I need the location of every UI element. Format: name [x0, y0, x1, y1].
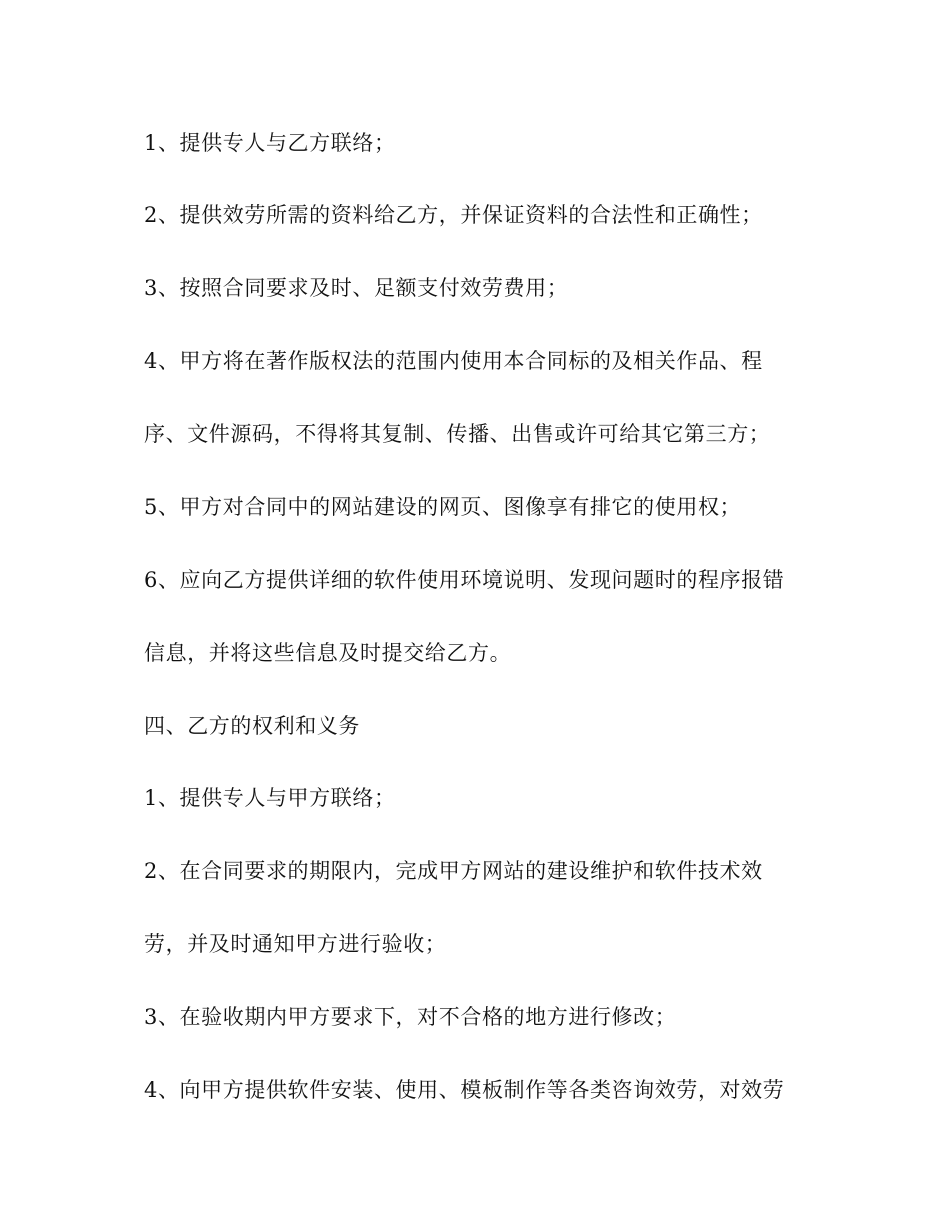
section-heading-party-b: 四、乙方的权利和义务: [144, 714, 360, 738]
party-a-item-6-continued: 信息，并将这些信息及时提交给乙方。: [144, 641, 512, 665]
party-a-item-1: 1、提供专人与乙方联络；: [144, 131, 396, 155]
party-a-item-2: 2、提供效劳所需的资料给乙方，并保证资料的合法性和正确性；: [144, 203, 763, 227]
party-a-item-5: 5、甲方对合同中的网站建设的网页、图像享有排它的使用权；: [144, 495, 742, 519]
party-b-item-1: 1、提供专人与甲方联络；: [144, 786, 396, 810]
party-b-item-3: 3、在验收期内甲方要求下，对不合格的地方进行修改；: [144, 1005, 677, 1029]
party-a-item-4: 4、甲方将在著作版权法的范围内使用本合同标的及相关作品、程: [144, 349, 763, 373]
party-a-item-6: 6、应向乙方提供详细的软件使用环境说明、发现问题时的程序报错: [144, 568, 785, 592]
party-b-item-4: 4、向甲方提供软件安装、使用、模板制作等各类咨询效劳，对效劳: [144, 1078, 785, 1102]
party-b-item-2: 2、在合同要求的期限内，完成甲方网站的建设维护和软件技术效: [144, 859, 763, 883]
party-b-item-2-continued: 劳，并及时通知甲方进行验收；: [144, 932, 447, 956]
party-a-item-3: 3、按照合同要求及时、足额支付效劳费用；: [144, 276, 569, 300]
party-a-item-4-continued: 序、文件源码，不得将其复制、传播、出售或许可给其它第三方；: [144, 422, 771, 446]
